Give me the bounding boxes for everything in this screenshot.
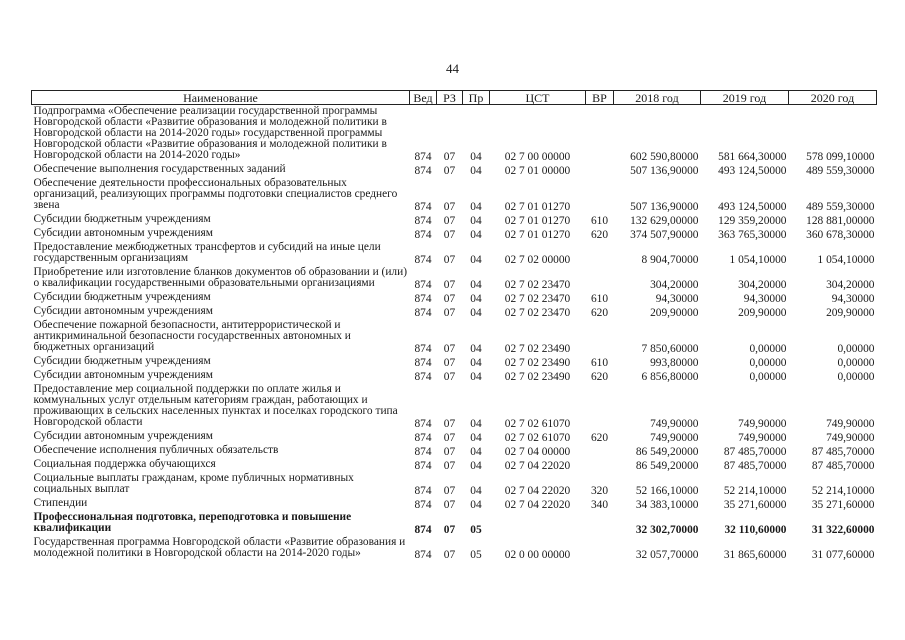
cell-name: Подпрограмма «Обеспечение реализации государственной программы Новгородской области «Развитие образования и молодежной политики в Новгородской области на 2014-2020 годы» государственной программы Новгородской области «Развитие образования и молодежной политики в Новгородской области на 2014-2020 годы» [33, 105, 387, 161]
cell-2018: 507 136,90000 [630, 201, 699, 213]
cell-2018: 374 507,90000 [630, 229, 699, 241]
cell-rz: 07 [443, 165, 456, 177]
cell-2019: 493 124,50000 [718, 165, 787, 177]
cell-2019: 581 664,30000 [718, 151, 787, 163]
table-row [32, 305, 877, 319]
cell-pr: 04 [470, 279, 482, 291]
cell-pr: 04 [470, 371, 482, 383]
cell-2018: 132 629,00000 [630, 215, 699, 227]
cell-2018: 86 549,20000 [635, 446, 699, 458]
cell-2018: 993,80000 [650, 357, 699, 369]
cell-2019: 0,00000 [749, 371, 787, 383]
cell-pr: 04 [470, 485, 482, 497]
cell-ved: 874 [414, 357, 432, 369]
cell-ved: 874 [414, 293, 432, 305]
cell-pr: 04 [470, 343, 482, 355]
cell-name: Обеспечение пожарной безопасности, антитеррористической и антикриминальной безопасности государственных автономных и бюджетных организаций [33, 319, 351, 353]
header-pr: Пр [463, 91, 490, 105]
cell-2020: 35 271,60000 [811, 499, 875, 511]
cell-2020: 31 077,60000 [811, 549, 875, 561]
cell-rz: 07 [443, 549, 456, 561]
table-row [32, 444, 877, 458]
cell-rz: 07 [443, 460, 456, 472]
table-row [32, 472, 877, 497]
cell-vr [586, 105, 614, 164]
cell-vr: 620 [590, 229, 609, 241]
cell-pr: 04 [470, 201, 482, 213]
table-row [32, 355, 877, 369]
cell-vr: 340 [590, 499, 609, 511]
cell-cst: 02 7 02 23490 [504, 343, 571, 355]
cell-ved: 874 [414, 307, 432, 319]
cell-pr: 04 [470, 418, 482, 430]
header-cst: ЦСТ [490, 91, 586, 105]
cell-rz: 07 [443, 279, 456, 291]
cell-cst: 02 0 00 00000 [504, 549, 571, 561]
cell-ved: 874 [414, 418, 432, 430]
cell-name: Государственная программа Новгородской области «Развитие образования и молодежной политики в Новгородской области на 2014-2020 годы» [33, 536, 406, 559]
cell-2020: 749,90000 [826, 432, 875, 444]
cell-cst: 02 7 04 22020 [504, 499, 571, 511]
cell-vr: 620 [590, 371, 609, 383]
page-number: 44 [446, 61, 459, 76]
cell-vr [586, 536, 614, 561]
cell-ved: 874 [414, 446, 432, 458]
cell-ved: 874 [414, 371, 432, 383]
cell-2018: 94,30000 [655, 293, 699, 305]
cell-vr [586, 177, 614, 213]
cell-vr: 610 [590, 293, 609, 305]
cell-name: Субсидии автономным учреждениям [33, 305, 213, 317]
cell-ved: 874 [414, 215, 432, 227]
cell-pr: 04 [470, 357, 482, 369]
cell-rz: 07 [443, 499, 456, 511]
cell-pr: 04 [470, 254, 482, 266]
cell-name: Предоставление мер социальной поддержки по оплате жилья и коммунальных услуг отдельным категориям граждан, работающих и проживающих в сельских населенных пунктах и поселках городского типа Новгородской области [33, 383, 398, 428]
table-row [32, 266, 877, 291]
cell-vr [586, 458, 614, 472]
cell-2019: 129 359,20000 [718, 215, 787, 227]
table-row [32, 369, 877, 383]
cell-cst: 02 7 04 00000 [504, 446, 571, 458]
cell-2018: 749,90000 [650, 432, 699, 444]
cell-rz: 07 [443, 307, 456, 319]
table-row [32, 227, 877, 241]
cell-ved: 874 [414, 432, 432, 444]
cell-2020: 489 559,30000 [806, 165, 875, 177]
cell-pr: 04 [470, 151, 482, 163]
cell-vr: 320 [590, 485, 609, 497]
cell-rz: 07 [443, 343, 456, 355]
cell-name: Стипендии [33, 497, 88, 509]
cell-cst: 02 7 02 00000 [504, 254, 571, 266]
cell-cst: 02 7 00 00000 [504, 151, 571, 163]
cell-name: Субсидии бюджетным учреждениям [33, 355, 211, 367]
cell-name: Предоставление межбюджетных трансфертов и субсидий на иные цели государственным организациям [33, 241, 381, 264]
cell-rz: 07 [443, 229, 456, 241]
cell-vr [586, 266, 614, 291]
cell-name: Субсидии бюджетным учреждениям [33, 291, 211, 303]
cell-2020: 87 485,70000 [811, 460, 875, 472]
budget-table [31, 90, 877, 561]
cell-rz: 07 [443, 201, 456, 213]
cell-2020: 94,30000 [831, 293, 875, 305]
cell-name: Субсидии бюджетным учреждениям [33, 213, 211, 225]
cell-2018: 602 590,80000 [630, 151, 699, 163]
cell-vr: 620 [590, 432, 609, 444]
cell-ved: 874 [414, 254, 432, 266]
cell-2019: 493 124,50000 [718, 201, 787, 213]
cell-pr: 04 [470, 460, 482, 472]
cell-name: Обеспечение выполнения государственных заданий [33, 163, 286, 175]
cell-name: Социальные выплаты гражданам, кроме публичных нормативных социальных выплат [33, 472, 354, 495]
cell-2019: 363 765,30000 [718, 229, 787, 241]
cell-rz: 07 [443, 418, 456, 430]
cell-vr: 620 [590, 307, 609, 319]
cell-2018: 32 302,70000 [635, 524, 699, 536]
cell-2020: 0,00000 [837, 371, 875, 383]
cell-pr: 04 [470, 432, 482, 444]
cell-2019: 87 485,70000 [723, 446, 787, 458]
cell-rz: 07 [443, 357, 456, 369]
cell-pr: 04 [470, 293, 482, 305]
cell-vr [586, 241, 614, 266]
cell-2020: 0,00000 [837, 343, 875, 355]
cell-rz: 07 [443, 371, 456, 383]
cell-2018: 52 166,10000 [635, 485, 699, 497]
cell-2019: 94,30000 [743, 293, 787, 305]
cell-2018: 7 850,60000 [641, 343, 699, 355]
cell-vr: 610 [590, 357, 609, 369]
cell-pr: 04 [470, 229, 482, 241]
cell-cst: 02 7 01 01270 [504, 201, 571, 213]
cell-vr [586, 383, 614, 430]
cell-2020: 1 054,10000 [817, 254, 875, 266]
table-row [32, 319, 877, 355]
header-ved: Вед [410, 91, 437, 105]
table-row [32, 163, 877, 177]
cell-cst [490, 511, 586, 536]
table-row [32, 458, 877, 472]
cell-2020: 0,00000 [837, 357, 875, 369]
cell-cst: 02 7 02 23470 [504, 307, 571, 319]
table-row [32, 497, 877, 511]
cell-2020: 31 322,60000 [811, 524, 875, 536]
cell-2019: 209,90000 [738, 307, 787, 319]
cell-cst: 02 7 02 23490 [504, 357, 571, 369]
cell-rz: 07 [443, 215, 456, 227]
cell-2018: 749,90000 [650, 418, 699, 430]
cell-cst: 02 7 01 00000 [504, 165, 571, 177]
cell-2018: 34 383,10000 [635, 499, 699, 511]
table-row [32, 430, 877, 444]
cell-cst: 02 7 02 23470 [504, 293, 571, 305]
cell-name: Обеспечение деятельности профессиональных образовательных организаций, реализующих программы подготовки специалистов среднего звена [33, 177, 398, 211]
cell-rz: 07 [443, 446, 456, 458]
cell-2018: 8 904,70000 [641, 254, 699, 266]
cell-pr: 04 [470, 499, 482, 511]
cell-2020: 578 099,10000 [806, 151, 875, 163]
cell-pr: 04 [470, 446, 482, 458]
table-row [32, 177, 877, 213]
table-row [32, 291, 877, 305]
cell-2020: 360 678,30000 [806, 229, 875, 241]
cell-cst: 02 7 02 23490 [504, 371, 571, 383]
cell-pr: 05 [470, 549, 482, 561]
cell-cst: 02 7 04 22020 [504, 460, 571, 472]
cell-2020: 489 559,30000 [806, 201, 875, 213]
cell-ved: 874 [414, 165, 432, 177]
cell-vr [586, 163, 614, 177]
cell-pr: 05 [470, 524, 482, 536]
cell-cst: 02 7 02 61070 [504, 418, 571, 430]
cell-ved: 874 [414, 549, 432, 561]
cell-2020: 52 214,10000 [811, 485, 875, 497]
header-vr: ВР [586, 91, 614, 105]
table-row [32, 213, 877, 227]
table-row [32, 105, 877, 164]
header-2020: 2020 год [789, 91, 877, 105]
cell-ved: 874 [414, 279, 432, 291]
cell-name: Субсидии автономным учреждениям [33, 369, 213, 381]
header-2019: 2019 год [701, 91, 789, 105]
cell-cst: 02 7 02 23470 [504, 279, 571, 291]
cell-ved: 874 [414, 343, 432, 355]
cell-2018: 86 549,20000 [635, 460, 699, 472]
cell-cst: 02 7 02 61070 [504, 432, 571, 444]
cell-rz: 07 [443, 151, 456, 163]
cell-ved: 874 [414, 524, 432, 536]
cell-2019: 0,00000 [749, 343, 787, 355]
cell-2018: 507 136,90000 [630, 165, 699, 177]
cell-rz: 07 [443, 254, 456, 266]
header-name: Наименование [32, 91, 410, 105]
cell-2019: 0,00000 [749, 357, 787, 369]
cell-ved: 874 [414, 229, 432, 241]
cell-2020: 128 881,00000 [806, 215, 875, 227]
table-row [32, 511, 877, 536]
cell-ved: 874 [414, 201, 432, 213]
cell-ved: 874 [414, 151, 432, 163]
header-rz: РЗ [437, 91, 463, 105]
cell-2018: 32 057,70000 [635, 549, 699, 561]
cell-pr: 04 [470, 307, 482, 319]
cell-pr: 04 [470, 165, 482, 177]
cell-2020: 304,20000 [826, 279, 875, 291]
table-row [32, 241, 877, 266]
cell-2020: 209,90000 [826, 307, 875, 319]
cell-2019: 749,90000 [738, 432, 787, 444]
cell-ved: 874 [414, 499, 432, 511]
table-row [32, 383, 877, 430]
cell-vr [586, 319, 614, 355]
cell-name: Профессиональная подготовка, переподготовка и повышение квалификации [33, 511, 352, 534]
cell-cst: 02 7 04 22020 [504, 485, 571, 497]
cell-2019: 1 054,10000 [729, 254, 787, 266]
cell-vr [586, 511, 614, 536]
cell-cst: 02 7 01 01270 [504, 215, 571, 227]
cell-2018: 304,20000 [650, 279, 699, 291]
cell-name: Обеспечение исполнения публичных обязательств [33, 444, 279, 456]
cell-2018: 6 856,80000 [641, 371, 699, 383]
table-row [32, 536, 877, 561]
table-body [32, 105, 877, 562]
table-header-row [32, 91, 877, 105]
cell-2018: 209,90000 [650, 307, 699, 319]
cell-2019: 749,90000 [738, 418, 787, 430]
cell-vr: 610 [590, 215, 609, 227]
cell-vr [586, 444, 614, 458]
cell-name: Субсидии автономным учреждениям [33, 227, 213, 239]
cell-ved: 874 [414, 485, 432, 497]
cell-2020: 749,90000 [826, 418, 875, 430]
cell-name: Приобретение или изготовление бланков документов об образовании и (или) о квалификации государственными образовательными организациями [33, 266, 407, 289]
cell-name: Субсидии автономным учреждениям [33, 430, 213, 442]
cell-rz: 07 [443, 293, 456, 305]
cell-rz: 07 [443, 524, 456, 536]
cell-rz: 07 [443, 432, 456, 444]
cell-2019: 35 271,60000 [723, 499, 787, 511]
header-2018: 2018 год [614, 91, 701, 105]
cell-2019: 32 110,60000 [724, 524, 787, 536]
cell-2019: 52 214,10000 [723, 485, 787, 497]
cell-rz: 07 [443, 485, 456, 497]
cell-2020: 87 485,70000 [811, 446, 875, 458]
cell-2019: 87 485,70000 [723, 460, 787, 472]
cell-ved: 874 [414, 460, 432, 472]
cell-cst: 02 7 01 01270 [504, 229, 571, 241]
cell-pr: 04 [470, 215, 482, 227]
cell-2019: 304,20000 [738, 279, 787, 291]
cell-name: Социальная поддержка обучающихся [33, 458, 216, 470]
cell-2019: 31 865,60000 [723, 549, 787, 561]
